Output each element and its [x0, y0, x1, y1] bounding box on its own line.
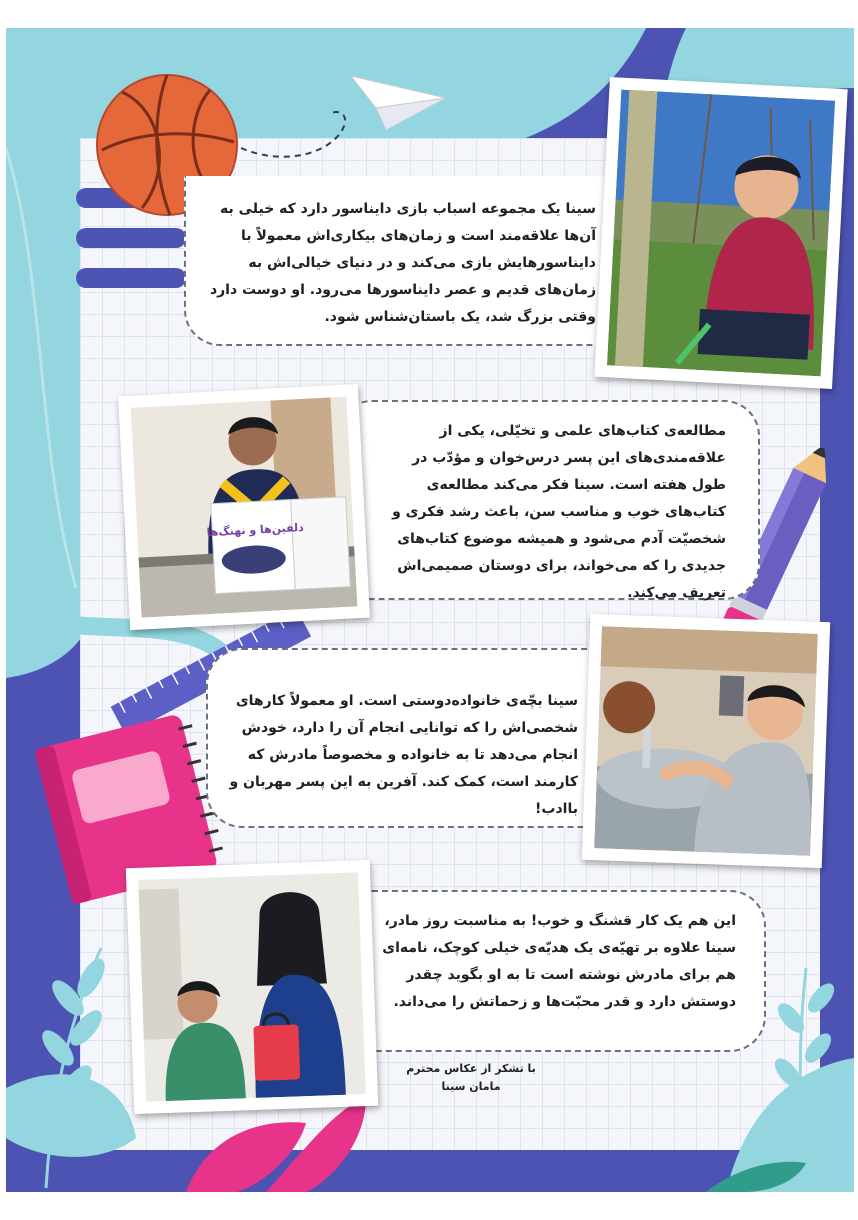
paragraph-2: مطالعه‌ی کتاب‌های علمی و تخیّلی، یکی از علاقه‌مندی‌های این پسر درس‌خوان و مؤدّب در طول هفته است. سینا فکر می‌کند مطالعه‌ی کتاب‌های خوب و مناسب سن، باعث رشد فکری و شخصیّت آدم می‌شود و همیشه موضوع کتاب‌های جدیدی را که می‌خواند، برای دوستان صمیمی‌اش تعریف می‌کند.: [392, 423, 726, 601]
paper-plane-icon: [236, 68, 456, 168]
book-title: دلفین‌ها و نهنگ‌ها: [206, 520, 305, 539]
photo-boy-garden: [594, 77, 847, 389]
paragraph-4: این هم یک کار قشنگ و خوب! به مناسبت روز مادر، سینا علاوه بر تهیّه‌ی یک هدیّه‌ی خیلی کوچک، نامه‌ای هم برای مادرش نوشته است تا به او بگوید چقدر دوستش دارد و قدر محبّت‌ها و زحماتش را می‌داند.: [382, 913, 736, 1010]
paragraph-3: سینا بچّه‌ی خانواده‌دوستی است. او معمولاً کارهای شخصی‌اش را که توانایی انجام آن را دارد، خودش انجام می‌دهد تا به خانواده و مخصوصاً مادرش که کارمند است، کمک کند. آفرین به این پسر مهربان و باادب!: [229, 693, 578, 817]
photo-boy-washing: [582, 614, 830, 868]
paragraph-1: سینا یک مجموعه اسباب بازی دایناسور دارد که خیلی به آن‌ها علاقه‌مند است و زمان‌های بیکاری‌اش معمولاً با دایناسورهایش بازی می‌کند و در دنیای خیالی‌اش به زمان‌های قدیم و عصر دایناسورها می‌رود. او دوست دارد وقتی بزرگ شد، یک باستان‌شناس شود.: [209, 201, 596, 325]
photo-credit: [396, 1060, 546, 1096]
photo-boy-mother: [126, 860, 378, 1114]
credit-line-1: با تشکر از عکاس محترم: [406, 1062, 536, 1075]
credit-line-2: مامان سینا: [441, 1080, 501, 1093]
page-frame: [6, 28, 854, 1192]
photo-boy-reading: [118, 384, 370, 630]
